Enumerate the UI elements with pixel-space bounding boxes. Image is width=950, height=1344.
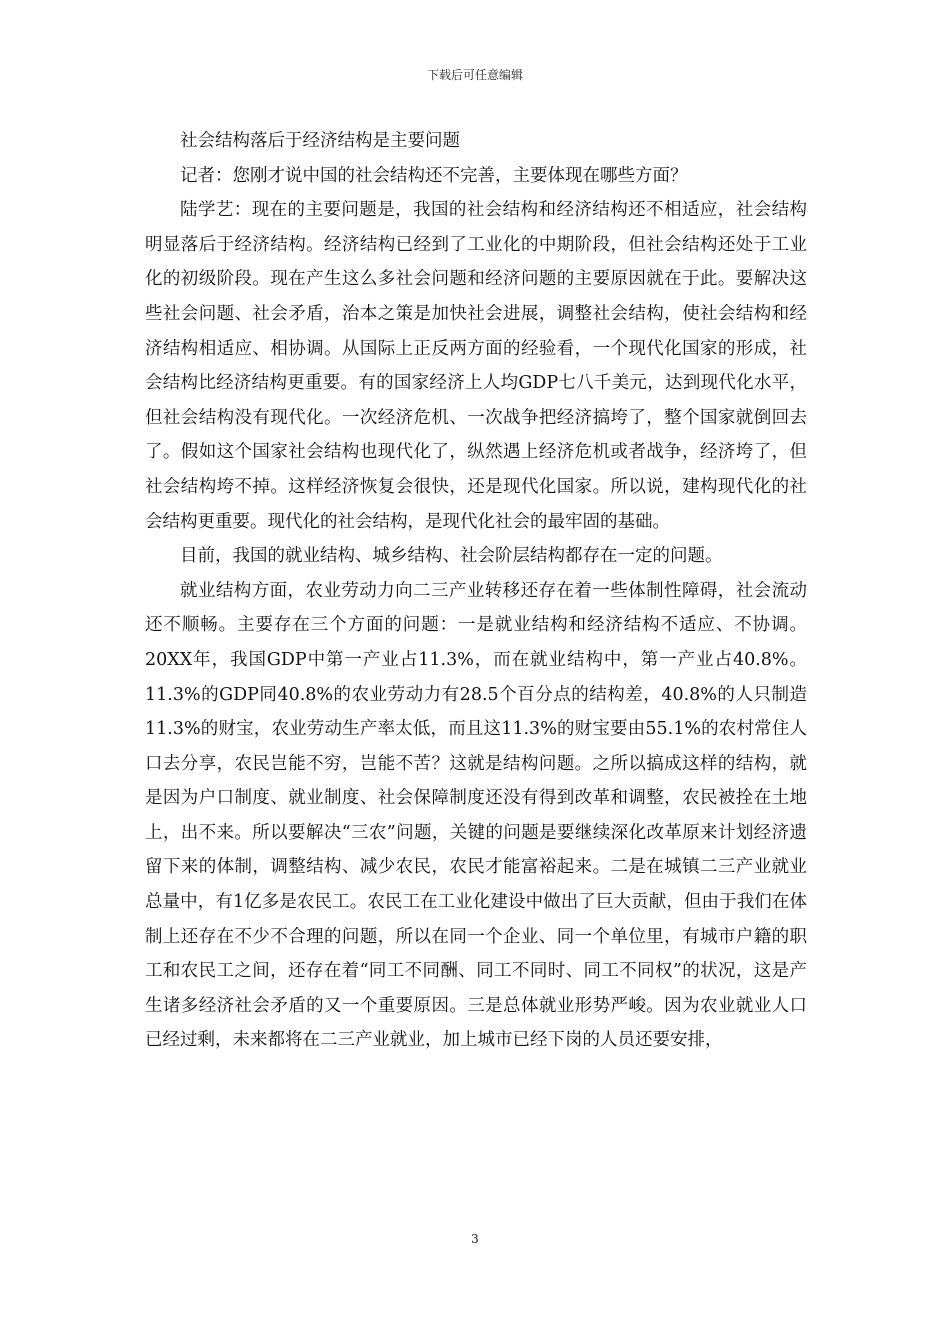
page-header-note: 下载后可任意编辑 bbox=[426, 68, 523, 82]
paragraph-answer: 陆学艺：现在的主要问题是，我国的社会结构和经济结构还不相适应，社会结构明显落后于经济结构。经济结构已经到了工业化的中期阶段，但社会结构还处于工业化的初级阶段。现在产生这么多社会问题和经济问题的主要原因就在于此。要解决这些社会问题、社会矛盾，治本之策是加快社会进展，调整社会结构，使社会结构和经济结构相适应、相协调。从国际上正反两方面的经验看，一个现代化国家的形成，社会结构比经济结构更重要。有的国家经济上人均GDP七八千美元，达到现代化水平，但社会结构没有现代化。一次经济危机、一次战争把经济搞垮了，整个国家就倒回去了。假如这个国家社会结构也现代化了，纵然遇上经济危机或者战争，经济垮了，但社会结构垮不掉。这样经济恢复会很快，还是现代化国家。所以说，建构现代化的社会结构更重要。现代化的社会结构，是现代化社会的最牢固的基础。 bbox=[145, 200, 807, 532]
paragraph-question: 记者：您刚才说中国的社会结构还不完善，主要体现在哪些方面？ bbox=[180, 165, 688, 186]
body-text bbox=[145, 124, 807, 1058]
paragraph-summary: 目前，我国的就业结构、城乡结构、社会阶层结构都存在一定的问题。 bbox=[180, 546, 723, 567]
page-number: 3 bbox=[471, 1232, 479, 1246]
paragraph-employment: 就业结构方面，农业劳动力向二三产业转移还存在着一些体制性障碍，社会流动还不顺畅。主要存在三个方面的问题：一是就业结构和经济结构不适应、不协调。20XX年，我国GDP中第一产业占11.3%，而在就业结构中，第一产业占40.8%。11.3%的GDP同40.8%的农业劳动力有28.5个百分点的结构差，40.8%的人只制造11.3%的财宝，农业劳动生产率太低，而且这11.3%的财宝要由55.1%的农村常住人口去分享，农民岂能不穷，岂能不苦？这就是结构问题。之所以搞成这样的结构，就是因为户口制度、就业制度、社会保障制度还没有得到改革和调整，农民被拴在土地上，出不来。所以要解决“三农”问题，关键的问题是要继续深化改革原来计划经济遗留下来的体制，调整结构、减少农民，农民才能富裕起来。二是在城镇二三产业就业总量中，有1亿多是农民工。农民工在工业化建设中做出了巨大贡献，但由于我们在体制上还存在不少不合理的问题，所以在同一个企业、同一个单位里，有城市户籍的职工和农民工之间，还存在着“同工不同酬、同工不同时、同工不同权”的状况，这是产生诸多经济社会矛盾的又一个重要原因。三是总体就业形势严峻。因为农业就业人口已经过剩，未来都将在二三产业就业，加上城市已经下岗的人员还要安排， bbox=[145, 580, 807, 1051]
section-heading: 社会结构落后于经济结构是主要问题 bbox=[180, 131, 460, 151]
